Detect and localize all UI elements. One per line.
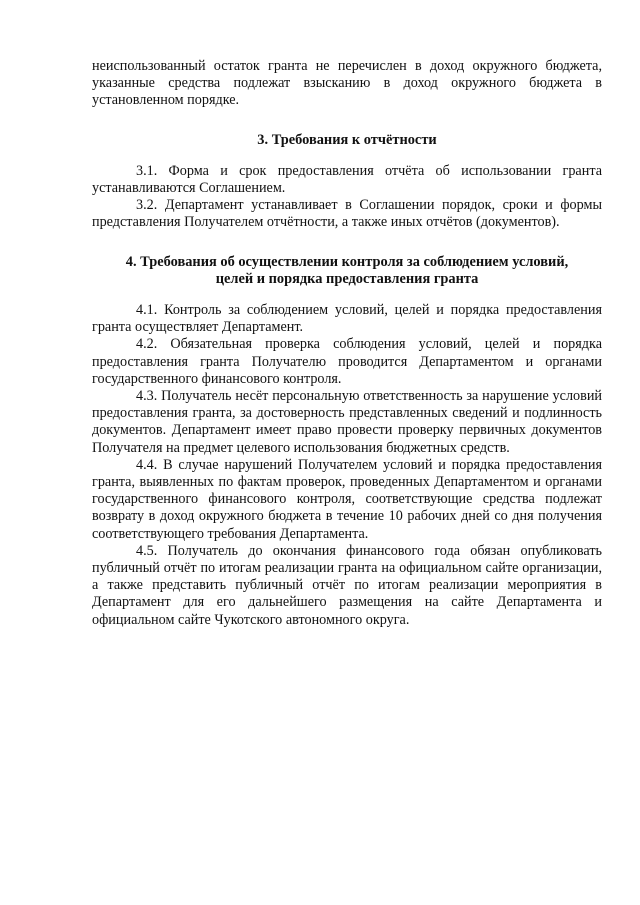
- paragraph-4-2: 4.2. Обязательная проверка соблюдения условий, целей и порядка предоставления гранта Получателю проводится Департаментом и органами государственного финансового контроля.: [92, 336, 602, 387]
- paragraph-4-5: 4.5. Получатель до окончания финансового года обязан опубликовать публичный отчёт по итогам реализации гранта на официальном сайте организации, а также представить публичный отчёт по итогам реализации мероприятия в Департамент для его дальнейшего размещения на сайте Департамента и официальном сайте Чукотского автономного округа.: [92, 542, 602, 628]
- paragraph-4-3: 4.3. Получатель несёт персональную ответственность за нарушение условий предоставления гранта, за достоверность представленных сведений и подлинность документов. Департамент имеет право провести проверку первичных документов Получателя на предмет целевого использования бюджетных средств.: [92, 388, 602, 456]
- paragraph-4-4: 4.4. В случае нарушений Получателем условий и порядка предоставления гранта, выявленных по фактам проверок, проведенных Департаментом и органами государственного финансового контроля, соответствующие средства подлежат возврату в доход окружного бюджета в течение 10 рабочих дней со дня получения соответствующего требования Департамента.: [92, 456, 602, 542]
- intro-paragraph: неиспользованный остаток гранта не перечислен в доход окружного бюджета, указанные средства подлежат взысканию в доход окружного бюджета в установленном порядке.: [92, 58, 602, 109]
- paragraph-4-1: 4.1. Контроль за соблюдением условий, целей и порядка предоставления гранта осуществляет Департамент.: [92, 302, 602, 336]
- section-3-heading: 3. Требования к отчётности: [257, 131, 437, 148]
- section-4-heading-line-1: 4. Требования об осуществлении контроля за соблюдением условий,: [125, 253, 569, 270]
- document-body: [92, 58, 602, 629]
- section-4-heading: [92, 254, 602, 288]
- paragraph-3-1: 3.1. Форма и срок предоставления отчёта об использовании гранта устанавливаются Соглашением.: [92, 162, 602, 197]
- paragraph-3-2: 3.2. Департамент устанавливает в Соглашении порядок, сроки и формы представления Получателем отчётности, а также иных отчётов (документов).: [92, 197, 602, 231]
- section-4-heading-line-2: целей и порядка предоставления гранта: [215, 270, 479, 287]
